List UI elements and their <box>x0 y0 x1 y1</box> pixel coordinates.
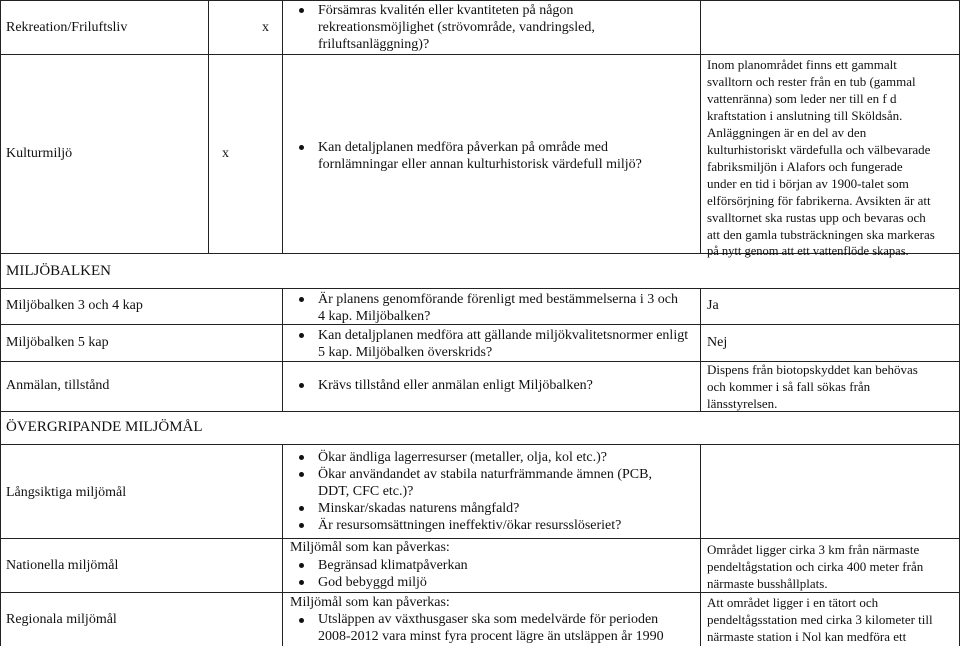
comment-line: närmaste station i Nol kan medföra ett <box>707 629 907 644</box>
question-line: Ökar användandet av stabila naturfrämmande ämnen (PCB, <box>318 467 652 482</box>
row-divider <box>0 0 960 1</box>
row-divider <box>0 411 960 412</box>
column-divider <box>208 0 209 253</box>
bullet-icon <box>299 563 304 568</box>
goal-item: 2008-2012 vara minst fyra procent lägre än utsläppen år 1990 <box>318 629 664 644</box>
comment-line: Dispens från biotopskyddet kan behövas <box>707 362 918 377</box>
question-line: Minskar/skadas naturens mångfald? <box>318 501 520 516</box>
row-label-mb5: Miljöbalken 5 kap <box>6 335 109 350</box>
comment-line: att den gamla tubsträckningen ska markeras <box>707 227 935 242</box>
comment-line: Området ligger cirka 3 km från närmaste <box>707 542 920 557</box>
row-label-mb34: Miljöbalken 3 och 4 kap <box>6 298 143 313</box>
row-divider <box>0 538 960 539</box>
bullet-icon <box>299 145 304 150</box>
comment-line: pendeltågsstation med cirka 3 kilometer till <box>707 612 933 627</box>
bullet-icon <box>299 472 304 477</box>
column-divider <box>0 0 1 646</box>
comment-line: pendeltågstation och cirka 400 meter från <box>707 559 924 574</box>
comment-line: länsstyrelsen. <box>707 396 778 411</box>
comment-line: Att området ligger i en tätort och <box>707 595 879 610</box>
row-label-rekreation: Rekreation/Friluftsliv <box>6 20 128 35</box>
column-divider <box>282 288 283 411</box>
row-divider <box>0 444 960 445</box>
question-line: rekreationsmöjlighet (strövområde, vandringsled, <box>318 20 595 35</box>
column-divider <box>282 0 283 253</box>
bullet-icon <box>299 523 304 528</box>
bullet-icon <box>299 506 304 511</box>
intro-text: Miljömål som kan påverkas: <box>290 595 450 610</box>
bullet-icon <box>299 383 304 388</box>
row-label-kulturmiljo: Kulturmiljö <box>6 146 73 161</box>
row-mark-rekreation: x <box>262 20 269 35</box>
bullet-icon <box>299 618 304 623</box>
goal-item: God bebyggd miljö <box>318 575 427 590</box>
comment-line: kraftstation i anslutning till Sköldsån. <box>707 108 903 123</box>
comment-line: elförsörjning för fabrikerna. Avsikten är att <box>707 193 931 208</box>
comment-line: fabriksmiljön i Alafors och fungerade <box>707 159 903 174</box>
answer-mb34: Ja <box>707 298 719 313</box>
comment-line: kulturhistoriskt värdefulla och välbevarade <box>707 142 931 157</box>
question-line: Kan detaljplanen medföra att gällande miljökvalitetsnormer enligt <box>318 328 689 343</box>
bullet-icon <box>299 580 304 585</box>
comment-line: vattenränna) som leder ner till en f d <box>707 91 897 106</box>
question-line: Kan detaljplanen medföra påverkan på område med <box>318 140 608 155</box>
question-line: friluftsanläggning)? <box>318 37 430 52</box>
comment-line: under en tid i början av 1900-talet som <box>707 176 909 191</box>
bullet-icon <box>299 8 304 13</box>
comment-line: svalltornet ska rustas upp och bevaras och <box>707 210 926 225</box>
question-line: Ökar ändliga lagerresurser (metaller, olja, kol etc.)? <box>318 450 608 465</box>
bullet-icon <box>299 333 304 338</box>
bullet-icon <box>299 455 304 460</box>
row-label-regionala: Regionala miljömål <box>6 612 117 627</box>
section-heading-miljobalken: MILJÖBALKEN <box>6 263 111 279</box>
comment-line: svalltorn och rester från en tub (gammal <box>707 74 916 89</box>
question-line: fornlämningar eller annan kulturhistorisk värdefull miljö? <box>318 157 642 172</box>
question-line: 5 kap. Miljöbalken överskrids? <box>318 345 493 360</box>
comment-line: Inom planområdet finns ett gammalt <box>707 57 897 72</box>
comment-line: på nytt genom att ett vattenflöde skapas. <box>707 244 909 258</box>
question-line: Är resursomsättningen ineffektiv/ökar resursslöseriet? <box>318 518 622 533</box>
row-divider <box>0 288 960 289</box>
intro-text: Miljömål som kan påverkas: <box>290 540 450 555</box>
comment-line: närmaste busshållplats. <box>707 576 828 591</box>
column-divider <box>700 444 701 646</box>
row-label-anmalan: Anmälan, tillstånd <box>6 378 110 393</box>
question-line: DDT, CFC etc.)? <box>318 484 414 499</box>
row-mark-kulturmiljo: x <box>222 146 229 161</box>
row-label-nationella: Nationella miljömål <box>6 558 119 573</box>
answer-mb5: Nej <box>707 335 728 350</box>
row-label-langsiktiga: Långsiktiga miljömål <box>6 485 127 500</box>
comment-line: Anläggningen är en del av den <box>707 125 867 140</box>
question-line: Är planens genomförande förenligt med bestämmelserna i 3 och <box>318 292 678 307</box>
section-heading-overgripande: ÖVERGRIPANDE MILJÖMÅL <box>6 419 203 435</box>
goal-item: Utsläppen av växthusgaser ska som medelvärde för perioden <box>318 612 659 627</box>
question-line: Försämras kvalitén eller kvantiteten på någon <box>318 3 574 18</box>
goal-item: Begränsad klimatpåverkan <box>318 558 468 573</box>
column-divider <box>282 444 283 646</box>
row-divider <box>0 54 960 55</box>
question-line: 4 kap. Miljöbalken? <box>318 309 431 324</box>
column-divider <box>700 288 701 411</box>
row-divider <box>0 324 960 325</box>
bullet-icon <box>299 297 304 302</box>
column-divider <box>700 0 701 253</box>
comment-line: och kommer i så fall sökas från <box>707 379 871 394</box>
question-line: Krävs tillstånd eller anmälan enligt Miljöbalken? <box>318 378 593 393</box>
